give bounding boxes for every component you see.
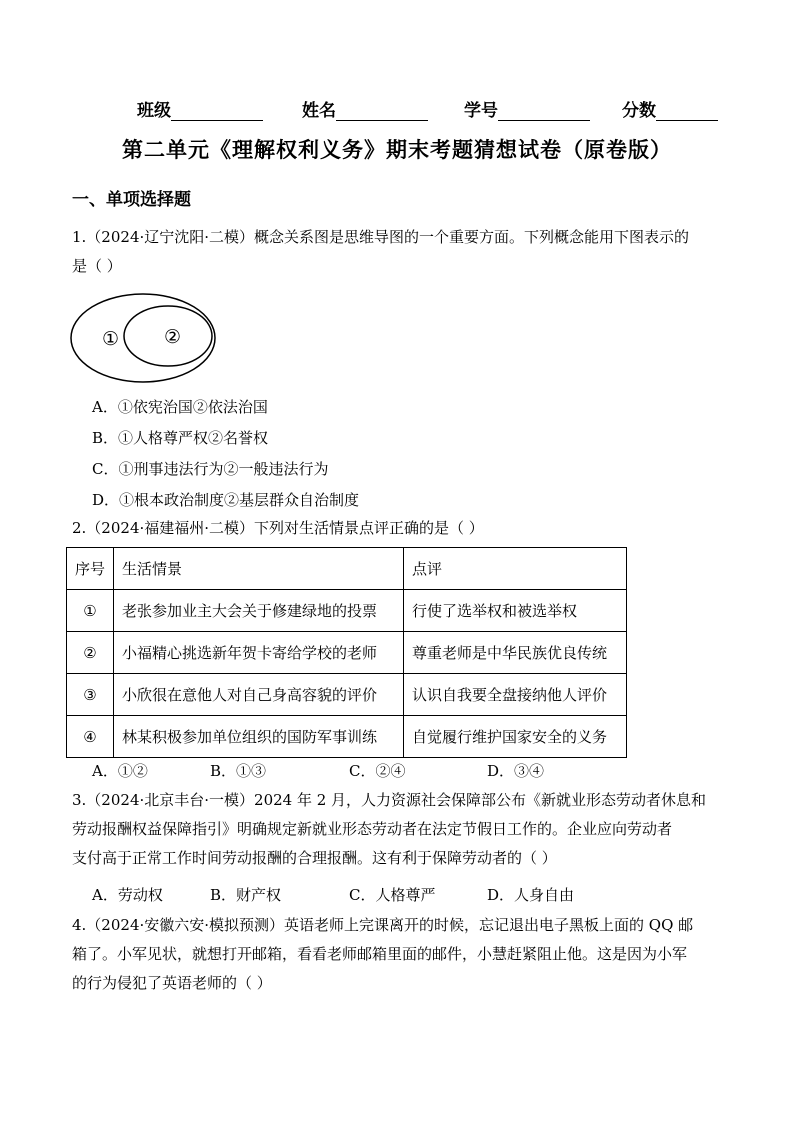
name-blank [336, 102, 428, 121]
inner-label: ② [164, 326, 182, 348]
question-2-option-d: D．③④ [487, 762, 545, 780]
score-label: 分数 [622, 101, 656, 121]
question-4-stem-line3: 的行为侵犯了英语老师的（ ） [72, 974, 272, 992]
section-heading: 一、单项选择题 [72, 190, 191, 210]
table-cell: 行使了选举权和被选举权 [404, 590, 627, 632]
table-cell: ④ [67, 716, 114, 758]
table-cell: ① [67, 590, 114, 632]
name-label: 姓名 [302, 101, 336, 121]
table-cell: 老张参加业主大会关于修建绿地的投票 [114, 590, 404, 632]
question-4-stem-line1: 4.（2024·安徽六安·模拟预测）英语老师上完课离开的时候，忘记退出电子黑板上面的 QQ 邮 [72, 916, 694, 934]
question-4-stem-line2: 箱了。小军见状，就想打开邮箱，看看老师邮箱里面的邮件，小慧赶紧阻止他。这是因为小军 [72, 945, 688, 963]
table-cell: 小福精心挑选新年贺卡寄给学校的老师 [114, 632, 404, 674]
class-blank [171, 102, 263, 121]
question-1-stem-line2: 是（ ） [72, 257, 122, 275]
question-1-option-c: C．①刑事违法行为②一般违法行为 [92, 460, 329, 478]
question-2-option-b: B．①③ [210, 762, 267, 780]
concept-diagram [68, 290, 228, 386]
table-cell: ③ [67, 674, 114, 716]
table-header-row [67, 548, 627, 590]
student-id-blank [498, 102, 590, 121]
name-field [302, 96, 428, 121]
score-blank [656, 102, 718, 121]
question-1 [72, 223, 724, 281]
student-id-field [464, 96, 590, 121]
question-1-options [92, 392, 359, 516]
question-2-option-a: A．①② [92, 762, 148, 780]
table-cell: 认识自我要全盘接纳他人评价 [404, 674, 627, 716]
question-3-option-b: B．财产权 [210, 886, 282, 904]
outer-label: ① [102, 328, 120, 350]
table-row [67, 590, 627, 632]
scenario-table [66, 547, 627, 758]
question-2-option-c: C．②④ [349, 762, 406, 780]
table-cell: ② [67, 632, 114, 674]
table-row [67, 632, 627, 674]
question-1-option-a: A．①依宪治国②依法治国 [92, 398, 268, 416]
table-row [67, 716, 627, 758]
table-header-cell: 生活情景 [114, 548, 404, 590]
question-3-option-a: A．劳动权 [92, 886, 163, 904]
table-cell: 林某积极参加单位组织的国防军事训练 [114, 716, 404, 758]
student-info-row [0, 96, 794, 124]
question-1-stem-line1: 1.（2024·辽宁沈阳·二模）概念关系图是思维导图的一个重要方面。下列概念能用下图表示的 [72, 228, 690, 246]
question-2-stem: 2.（2024·福建福州·二模）下列对生活情景点评正确的是（ ） [72, 519, 484, 537]
table-cell: 小欣很在意他人对自己身高容貌的评价 [114, 674, 404, 716]
student-id-label: 学号 [464, 101, 498, 121]
table-cell: 自觉履行维护国家安全的义务 [404, 716, 627, 758]
question-3-option-c: C．人格尊严 [349, 886, 436, 904]
question-3-option-d: D．人身自由 [487, 886, 575, 904]
class-label: 班级 [137, 101, 171, 121]
score-field [622, 96, 718, 121]
table-header-cell: 点评 [404, 548, 627, 590]
table-row [67, 674, 627, 716]
table-cell: 尊重老师是中华民族优良传统 [404, 632, 627, 674]
question-3-stem-line1: 3.（2024·北京丰台·一模）2024 年 2 月，人力资源社会保障部公布《新就业形态劳动者休息和 [72, 791, 707, 809]
class-field [137, 96, 263, 121]
question-3 [72, 786, 724, 873]
page-title: 第二单元《理解权利义务》期末考题猜想试卷（原卷版） [122, 138, 672, 162]
table-header-cell: 序号 [67, 548, 114, 590]
question-1-option-b: B．①人格尊严权②名誉权 [92, 429, 269, 447]
outer-ellipse [71, 294, 215, 382]
question-4 [72, 911, 724, 998]
question-3-stem-line2: 劳动报酬权益保障指引》明确规定新就业形态劳动者在法定节假日工作的。企业应向劳动者 [72, 820, 673, 838]
question-1-option-d: D．①根本政治制度②基层群众自治制度 [92, 491, 360, 509]
question-3-stem-line3: 支付高于正常工作时间劳动报酬的合理报酬。这有利于保障劳动者的（ ） [72, 849, 557, 867]
